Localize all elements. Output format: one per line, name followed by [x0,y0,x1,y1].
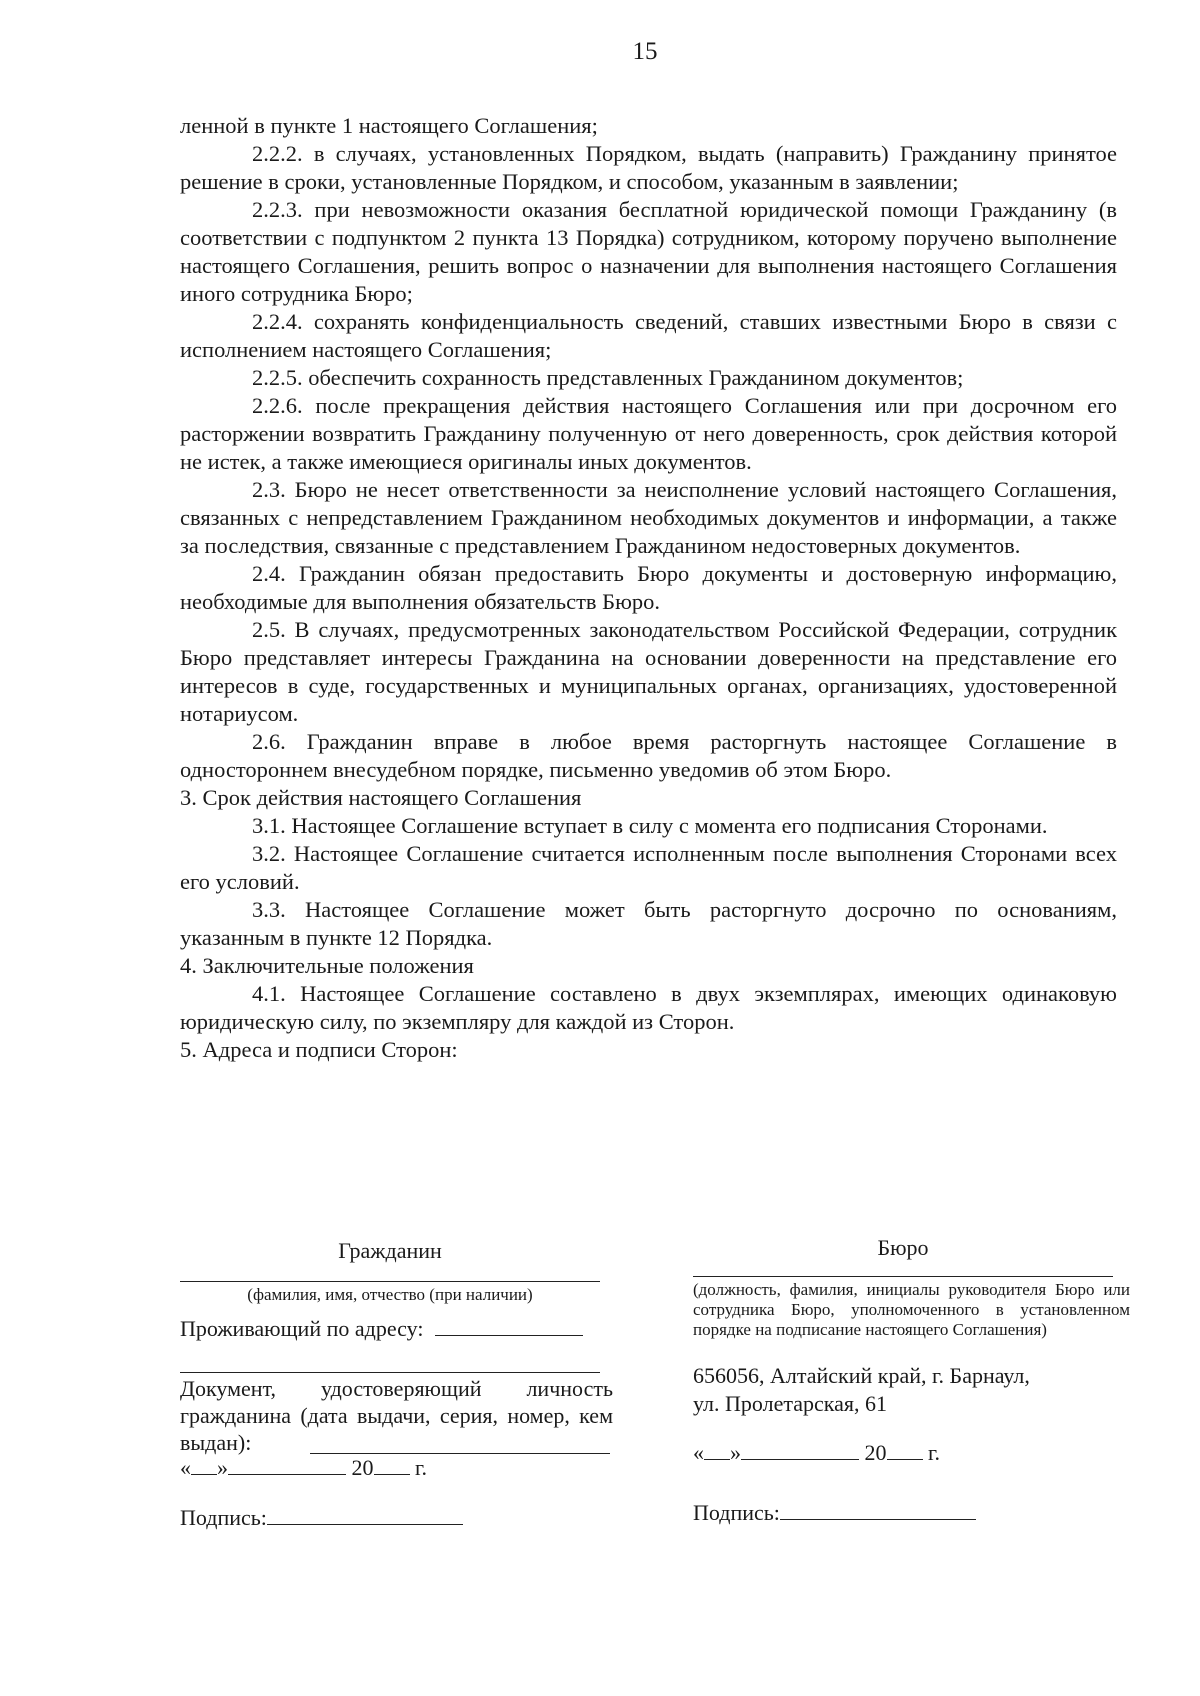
section-5-heading: 5. Адреса и подписи Сторон: [180,1037,458,1062]
bureau-signature-row [693,1500,1113,1526]
citizen-month-field[interactable] [228,1474,346,1475]
bureau-date-row [693,1440,1113,1466]
bureau-address-line-2: ул. Пролетарская, 61 [693,1391,888,1416]
citizen-signature-field[interactable] [267,1524,463,1525]
bureau-title: Бюро [877,1235,929,1260]
paragraph-2-2-3: 2.2.3. при невозможности оказания бесплатной юридической помощи Гражданину (в соответствии с подпунктом 2 пункта 13 Порядка) сотрудником, которому поручено выполнение настоящего Соглашения, решить вопрос о назначении для выполнения настоящего Соглашения иного сотрудника Бюро; [180,197,1117,306]
citizen-year-suffix: г. [415,1455,428,1480]
citizen-document-field[interactable] [310,1453,610,1454]
agreement-body [180,112,1117,1064]
citizen-date-row [180,1455,600,1481]
paragraph-4-1: 4.1. Настоящее Соглашение составлено в двух экземплярах, имеющих одинаковую юридическую силу, по экземпляру для каждой из Сторон. [180,981,1117,1034]
bureau-day-field[interactable] [704,1459,730,1460]
paragraph-3-3: 3.3. Настоящее Соглашение может быть расторгнуто досрочно по основаниям, указанным в пункте 12 Порядка. [180,897,1117,950]
bureau-year-prefix: 20 [864,1440,887,1465]
citizen-year-field[interactable] [374,1474,410,1475]
citizen-title: Гражданин [338,1238,442,1263]
citizen-address-row [180,1316,600,1342]
citizen-name-caption: (фамилия, имя, отчество (при наличии) [247,1285,533,1304]
bureau-position-line[interactable] [693,1276,1113,1277]
citizen-signature-row [180,1505,600,1531]
paragraph-2-3: 2.3. Бюро не несет ответственности за неисполнение условий настоящего Соглашения, связанных с непредставлением Гражданином необходимых документов и информации, а также за последствия, связанные с представлением Гражданином недостоверных документов. [180,477,1117,558]
bureau-position-caption: (должность, фамилия, инициалы руководителя Бюро или сотрудника Бюро, уполномоченного в установленном порядке на подписание настоящего Соглашения) [693,1280,1130,1339]
section-4-heading: 4. Заключительные положения [180,953,474,978]
paragraph-2-6: 2.6. Гражданин вправе в любое время расторгнуть настоящее Соглашение в одностороннем внесудебном порядке, письменно уведомив об этом Бюро. [180,729,1117,782]
paragraph-2-2-4: 2.2.4. сохранять конфиденциальность сведений, ставших известными Бюро в связи с исполнением настоящего Соглашения; [180,309,1117,362]
citizen-day-field[interactable] [191,1474,217,1475]
citizen-year-prefix: 20 [351,1455,374,1480]
citizen-address-label: Проживающий по адресу: [180,1316,424,1341]
paragraph-3-2: 3.2. Настоящее Соглашение считается исполненным после выполнения Сторонами всех его условий. [180,841,1117,894]
bureau-signature-label: Подпись: [693,1500,780,1525]
citizen-date-close-quote: » [217,1455,228,1480]
bureau-date-open-quote: « [693,1440,704,1465]
paragraph-3-1: 3.1. Настоящее Соглашение вступает в силу с момента его подписания Сторонами. [252,813,1048,838]
citizen-date-open-quote: « [180,1455,191,1480]
citizen-address-field[interactable] [435,1335,583,1336]
bureau-date-close-quote: » [730,1440,741,1465]
paragraph-2-2-6: 2.2.6. после прекращения действия настоящего Соглашения или при досрочном его расторжении возвратить Гражданину полученную от него доверенность, срок действия которой не истек, а также имеющиеся оригиналы иных документов. [180,393,1117,474]
citizen-address-line-2[interactable] [180,1372,600,1373]
citizen-signature-label: Подпись: [180,1505,267,1530]
paragraph-2-2-2: 2.2.2. в случаях, установленных Порядком, выдать (направить) Гражданину принятое решение в сроки, установленные Порядком, и способом, указанным в заявлении; [180,141,1117,194]
bureau-year-field[interactable] [887,1459,923,1460]
paragraph-2-5: 2.5. В случаях, предусмотренных законодательством Российской Федерации, сотрудник Бюро представляет интересы Гражданина на основании доверенности на представление его интересов в суде, государственных и муниципальных органах, организациях, удостоверенной нотариусом. [180,617,1117,726]
bureau-signature-field[interactable] [780,1519,976,1520]
bureau-year-suffix: г. [928,1440,941,1465]
paragraph-2-2-5: 2.2.5. обеспечить сохранность представленных Гражданином документов; [252,365,964,390]
citizen-document-label: Документ, удостоверяющий личность гражданина (дата выдачи, серия, номер, кем выдан): [180,1376,613,1455]
paragraph-continuation: ленной в пункте 1 настоящего Соглашения; [180,113,598,138]
bureau-month-field[interactable] [741,1459,859,1460]
bureau-address-line-1: 656056, Алтайский край, г. Барнаул, [693,1363,1030,1388]
paragraph-2-4: 2.4. Гражданин обязан предоставить Бюро документы и достоверную информацию, необходимые для выполнения обязательств Бюро. [180,561,1117,614]
section-3-heading: 3. Срок действия настоящего Соглашения [180,785,582,810]
page-number: 15 [632,38,658,65]
citizen-name-line [180,1281,600,1282]
